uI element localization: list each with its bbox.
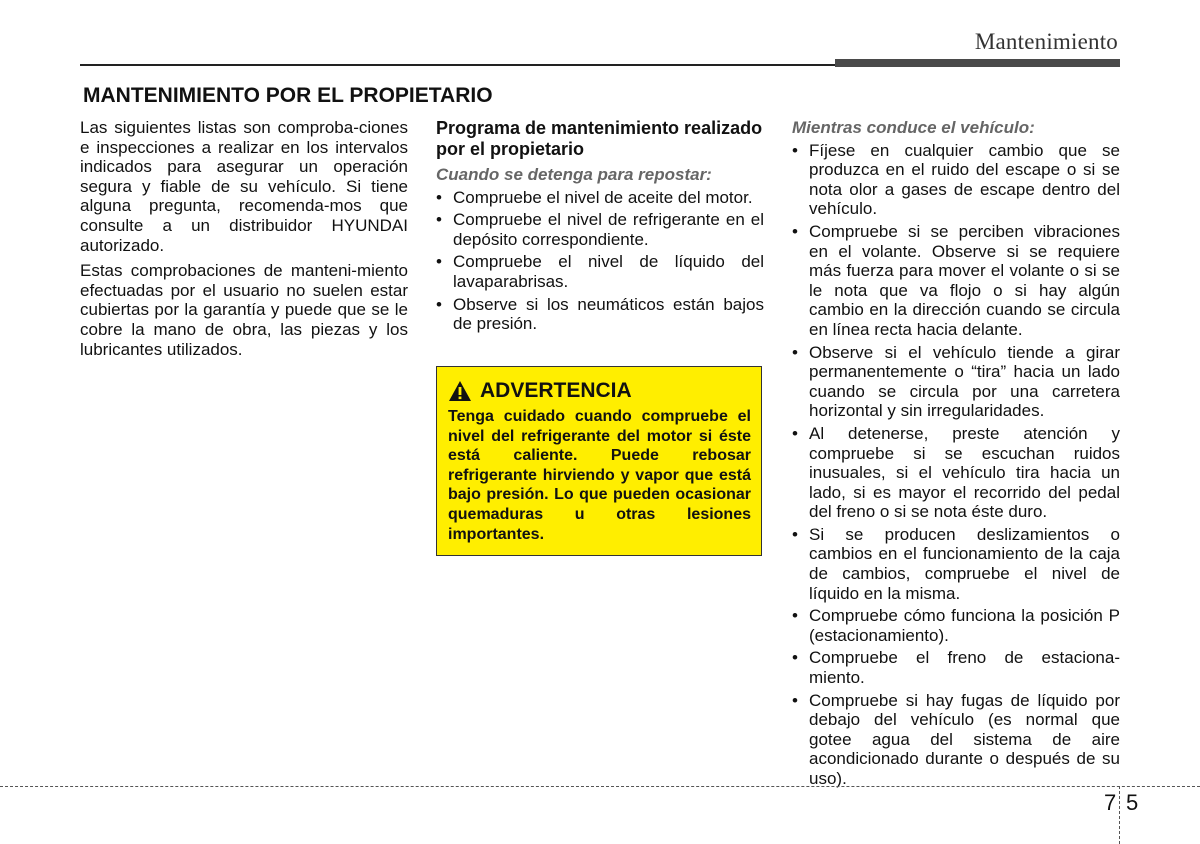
list-item-text: Compruebe el freno de estaciona-miento. (809, 648, 1120, 688)
list-item (792, 343, 1120, 421)
column-intro (80, 118, 408, 365)
list-item-text: Compruebe si se perciben vibraciones en el volante. Observe si se requiere más fuerza para mover el volante o si se le nota que va flojo o si hay algún cambio en la dirección cuando se circula en línea recta hacia delante. (809, 221, 1120, 339)
driving-heading: Mientras conduce el vehículo: (792, 118, 1035, 137)
bullet: • (792, 423, 798, 443)
list-item-text: Compruebe si hay fugas de líquido por debajo del vehículo (es normal que gotee agua del sistema de aire acondicionado durante o después de su uso). (809, 690, 1120, 788)
chapter-title: Mantenimiento (974, 29, 1118, 54)
list-item (792, 222, 1120, 340)
list-item-text: Fíjese en cualquier cambio que se produzca en el ruido del escape o si se nota olor a gases de escape dentro del vehículo. (809, 140, 1120, 219)
refuel-checklist (436, 188, 764, 334)
list-item-text: Si se producen deslizamientos o cambios en el funcionamiento de la caja de cambios, compruebe el nivel de líquido en la misma. (809, 524, 1120, 603)
bullet: • (436, 252, 442, 272)
header-accent-bar (835, 59, 1120, 67)
chapter-number: 7 (1104, 790, 1117, 815)
bullet: • (792, 221, 798, 241)
list-item (436, 295, 764, 334)
warning-label: ADVERTENCIA (480, 379, 632, 402)
footer-dashed-divider (1119, 786, 1120, 844)
warning-text: Tenga cuidado cuando compruebe el nivel del refrigerante del motor si éste está caliente. Puede rebosar refrigerante hirviendo y vapor que está bajo presión. Lo que pueden ocasionar quemaduras u otras lesiones importantes. (448, 408, 751, 543)
warning-box (436, 366, 762, 556)
driving-checklist (792, 141, 1120, 789)
maintenance-program-heading: Programa de mantenimiento realizado por el propietario (436, 118, 763, 159)
list-item (436, 188, 764, 208)
list-item (792, 648, 1120, 687)
refuel-heading: Cuando se detenga para repostar: (436, 165, 712, 184)
bullet: • (436, 187, 442, 207)
warning-header (448, 379, 751, 403)
header-rule (80, 64, 835, 66)
list-item-text: Observe si el vehículo tiende a girar permanentemente o “tira” hacia un lado cuando se circula por una carretera horizontal y sin irregularidades. (809, 342, 1120, 421)
bullet: • (792, 524, 798, 544)
intro-paragraph: Las siguientes listas son comproba-ciones e inspecciones a realizar en los intervalos indicados para asegurar un operación segura y fiable de su vehículo. Si tiene alguna pregunta, recomenda-mos que consulte a un distribuidor HYUNDAI autorizado. (80, 118, 408, 255)
list-item (792, 606, 1120, 645)
list-item (436, 252, 764, 291)
list-item (792, 141, 1120, 219)
bullet: • (792, 342, 798, 362)
list-item (436, 210, 764, 249)
bullet: • (436, 210, 442, 230)
bullet: • (792, 140, 798, 160)
list-item-text: Compruebe cómo funciona la posición P (estacionamiento). (809, 606, 1120, 645)
list-item-text: Al detenerse, preste atención y compruebe si se escuchan ruidos inusuales, si el vehículo tira hacia un lado, si es mayor el recorrido del pedal del freno o si se nota éste duro. (809, 423, 1120, 522)
list-item-text: Compruebe el nivel de refrigerante en el depósito correspondiente. (453, 210, 764, 249)
bullet: • (792, 606, 798, 626)
bullet: • (792, 648, 798, 668)
bullet: • (792, 690, 798, 710)
bullet: • (436, 294, 442, 314)
list-item-text: Compruebe el nivel de aceite del motor. (453, 187, 753, 207)
warning-triangle-icon (448, 380, 472, 402)
list-item (792, 525, 1120, 603)
page-number: 5 (1126, 790, 1139, 815)
column-driving-checks (792, 118, 1120, 792)
list-item-text: Compruebe el nivel de líquido del lavaparabrisas. (453, 252, 764, 291)
column-refuel-checks (436, 118, 764, 337)
warranty-paragraph: Estas comprobaciones de manteni-miento efectuadas por el usuario no suelen estar cubiertas por la garantía y puede que se le cobre la mano de obra, las piezas y los lubricantes utilizados. (80, 261, 408, 359)
list-item (792, 424, 1120, 522)
list-item-text: Observe si los neumáticos están bajos de presión. (453, 294, 764, 334)
footer-dashed-rule (0, 786, 1200, 787)
list-item (792, 691, 1120, 789)
section-title: MANTENIMIENTO POR EL PROPIETARIO (83, 84, 493, 107)
